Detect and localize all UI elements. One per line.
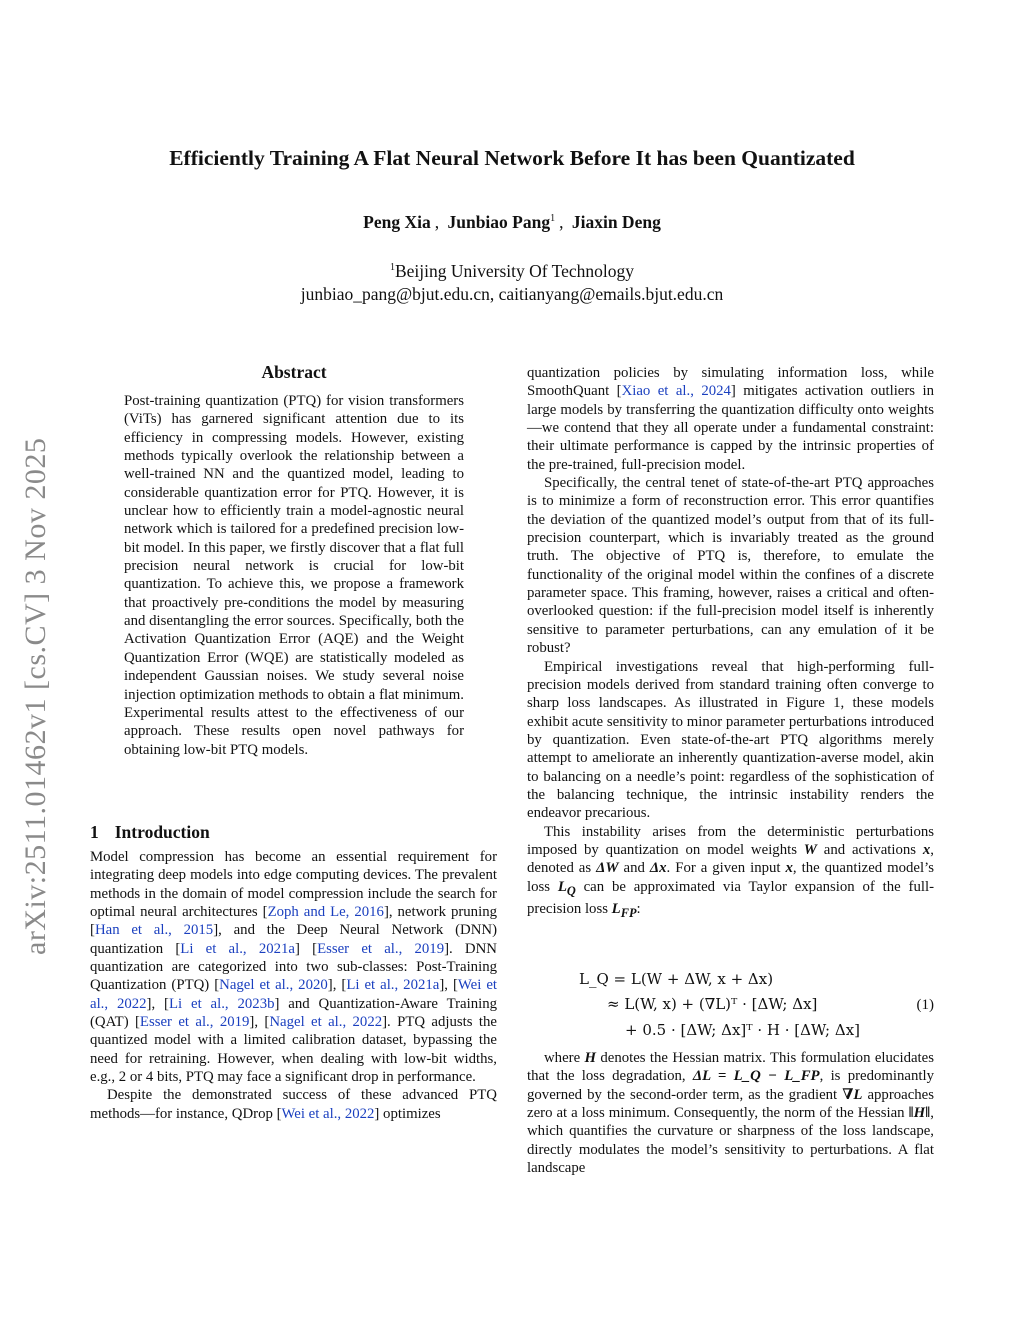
affiliation-marker: 1 bbox=[389, 262, 395, 273]
citation-link[interactable]: Esser et al., 2019 bbox=[139, 1014, 250, 1031]
citation-link[interactable]: Xiao et al., 2024 bbox=[621, 383, 731, 400]
paragraph: Empirical investigations reveal that high-performing full-precision models derived from standard training often converge to sharp loss landscapes. As illustrated in Figure 1, these models exhibit acute sensitivity to minor parameter perturbations introduced by quantization. Even state-of-the-art PTQ algorithms merely attempt to ameliorate an inherently quantization-averse model, akin to balancing on a needle’s point: regardless of the sophistication of the balancing technique, the intrinsic instability renders the endeavor precarious. bbox=[527, 658, 934, 822]
paragraph bbox=[90, 848, 497, 1086]
section-title: Introduction bbox=[114, 822, 210, 842]
text: ], [ bbox=[327, 977, 347, 994]
text: ] optimizes bbox=[374, 1105, 441, 1122]
right-column-bottom bbox=[527, 1049, 934, 1177]
text: ], [ bbox=[146, 995, 169, 1012]
text: Despite the demonstrated success of these advanced PTQ methods—for instance, QDrop [ bbox=[90, 1087, 497, 1122]
citation-link[interactable]: Nagel et al., 2020 bbox=[219, 977, 328, 994]
paper-title: Efficiently Training A Flat Neural Network Before It has been Quantizated bbox=[169, 146, 855, 170]
citation-link[interactable]: Esser et al., 2019 bbox=[317, 940, 445, 957]
paragraph bbox=[527, 364, 934, 474]
math-symbol: W bbox=[803, 841, 817, 858]
text: , which quantifies the curvature or sharpness of the loss landscape, directly modulates the model’s sensitivity to perturbations. A flat landscape bbox=[527, 1105, 934, 1177]
math-symbol: ΔW bbox=[596, 860, 619, 877]
author-separator: , bbox=[434, 211, 440, 232]
text: ] and Quantization-Aware Training (QAT) [ bbox=[90, 995, 497, 1031]
author-name: Junbiao Pang bbox=[447, 211, 551, 232]
text: and activations bbox=[816, 841, 923, 858]
math-subscript: FP bbox=[620, 905, 637, 920]
text: ]. DNN quantization are categorized into two sub-classes: Post-Training Quantization (PTQ) [ bbox=[90, 940, 497, 994]
paragraph bbox=[527, 823, 934, 923]
math-symbol: Δx bbox=[649, 860, 667, 877]
text: Model compression has become an essential requirement for integrating deep models into edge computing devices. The prevalent methods in the domain of model compression include the search for optimal neural architectures [ bbox=[90, 849, 497, 921]
intro-column bbox=[90, 848, 497, 1123]
abstract-body: Post-training quantization (PTQ) for vision transformers (ViTs) has garnered significant attention due to its efficiency in compressing models. However, existing methods typically overlook the relationship between a well-trained NN and the quantized model, leading to considerable quantization error for PTQ. However, it is unclear how to efficiently train a model-agnostic neural network which is tailored for a predefined precision low-bit model. In this paper, we firstly discover that a flat full precision neural network is crucial for low-bit quantization. To achieve this, we propose a framework that proactively pre-conditions the model by measuring and disentangling the error sources. Specifically, both the Activation Quantization Error (AQE) and the Weight Quantization Error (WQE) are statistically modeled as independent Gaussian noises. We study several noise injection optimization methods to obtain a flat minimum. Experimental results attest to the effectiveness of our approach. These results open novel pathways for obtaining low-bit PTQ models. bbox=[124, 393, 464, 758]
citation-link[interactable]: Li et al., 2021a bbox=[180, 940, 295, 957]
paragraph: Specifically, the central tenet of state-of-the-art PTQ approaches is to minimize a form of reconstruction error. This error quantifies the deviation of the quantized model’s output from that of its full-precision counterpart, which is invariably treated as the ground truth. The objective of PTQ is, therefore, to emulate the functionality of the original model within the confines of a discrete parameter space. This framing, however, raises a critical and often-overlooked question: if the full-precision model itself is inherently sensitive to parameter perturbations, can any emulation of it be robust? bbox=[527, 475, 934, 657]
citation-link[interactable]: Li et al., 2023b bbox=[168, 995, 275, 1012]
text: , is predominantly governed by the second-order term, as the gradient bbox=[527, 1068, 935, 1103]
author-separator: , bbox=[559, 211, 564, 232]
math-symbol: L bbox=[557, 878, 567, 895]
math-symbol: ∇L bbox=[842, 1086, 863, 1103]
text: ], and the Deep Neural Network (DNN) quantization [ bbox=[90, 922, 497, 957]
text: approaches zero at a loss minimum. Consequently, the norm of the Hessian bbox=[527, 1086, 934, 1122]
section-heading bbox=[90, 820, 210, 844]
citation-link[interactable]: Li et al., 2021a bbox=[346, 977, 440, 994]
arxiv-watermark[interactable]: arXiv:2511.01462v1 [cs.CV] 3 Nov 2025 bbox=[19, 437, 52, 955]
affiliation-block bbox=[60, 256, 964, 306]
equation-number: (1) bbox=[916, 997, 934, 1013]
text: quantization policies by simulating information loss, while SmoothQuant [ bbox=[527, 365, 934, 400]
author-emails[interactable]: junbiao_pang@bjut.edu.cn, caitianyang@emails.bjut.edu.cn bbox=[300, 283, 724, 304]
text: where bbox=[544, 1050, 585, 1066]
text: . For a given input bbox=[666, 860, 786, 877]
citation-link[interactable]: Nagel et al., 2022 bbox=[269, 1014, 383, 1031]
math-symbol: ‖H‖ bbox=[908, 1105, 931, 1122]
math-symbol: H bbox=[584, 1050, 597, 1066]
citation-link[interactable]: Han et al., 2015 bbox=[94, 922, 214, 939]
right-column-top bbox=[527, 364, 934, 922]
section-number: 1 bbox=[90, 822, 99, 842]
text: ] [ bbox=[294, 940, 318, 957]
text: , the quantized model’s loss bbox=[527, 860, 934, 895]
author-name: Peng Xia bbox=[363, 211, 431, 232]
text: This instability arises from the deterministic perturbations imposed by quantization on model weights bbox=[527, 823, 934, 858]
text: ]. PTQ adjusts the quantized model with a limited calibration dataset, bypassing the need for retraining. However, when dealing with low-bit widths, e.g., 2 or 4 bits, PTQ may face a significant drop in performance. bbox=[90, 1014, 497, 1086]
paragraph bbox=[90, 1086, 497, 1123]
author-name: Jiaxin Deng bbox=[571, 211, 661, 232]
citation-link[interactable]: Zoph and Le, 2016 bbox=[267, 904, 384, 921]
text: can be approximated via Taylor expansion of the full-precision loss bbox=[527, 878, 934, 917]
text: denotes the Hessian matrix. This formulation elucidates that the loss degradation, bbox=[527, 1050, 934, 1085]
math-symbol: x bbox=[922, 841, 931, 858]
citation-link[interactable]: Wei et al., 2022 bbox=[281, 1105, 375, 1122]
text: ], [ bbox=[249, 1014, 270, 1031]
text: , denoted as bbox=[527, 841, 934, 877]
equation-block bbox=[527, 968, 934, 1044]
text: ] mitigates activation outliers in large models by transferring the quantization difficulty onto weights—we contend that they all operate under a fundamental constraint: their ultimate performance is capped by the intrinsic properties of the pre-trained, full-precision model. bbox=[527, 383, 934, 473]
affiliation-marker: 1 bbox=[550, 213, 556, 224]
text: and bbox=[618, 860, 650, 877]
paragraph bbox=[527, 1049, 934, 1177]
text: : bbox=[636, 900, 641, 917]
math-symbol: L bbox=[611, 900, 621, 917]
affiliation-name: Beijing University Of Technology bbox=[394, 260, 635, 281]
math-symbol: ΔL = L_Q − L_FP bbox=[692, 1068, 820, 1085]
equation-line: + 0.5 · [ΔW; Δx]ᵀ · H · [ΔW; Δx] bbox=[625, 1021, 861, 1039]
citation-link[interactable]: Wei et al., 2022 bbox=[90, 977, 498, 1012]
text: ], [ bbox=[439, 977, 458, 994]
author-list bbox=[60, 206, 964, 235]
equation-line: ≈ L(W, x) + (∇L)ᵀ · [ΔW; Δx] bbox=[607, 995, 818, 1013]
text: ], network pruning [ bbox=[90, 904, 497, 939]
abstract-heading: Abstract bbox=[261, 362, 327, 382]
math-symbol: x bbox=[785, 860, 793, 877]
math-subscript: Q bbox=[566, 883, 576, 898]
equation-line: L_Q = L(W + ΔW, x + Δx) bbox=[579, 970, 774, 988]
